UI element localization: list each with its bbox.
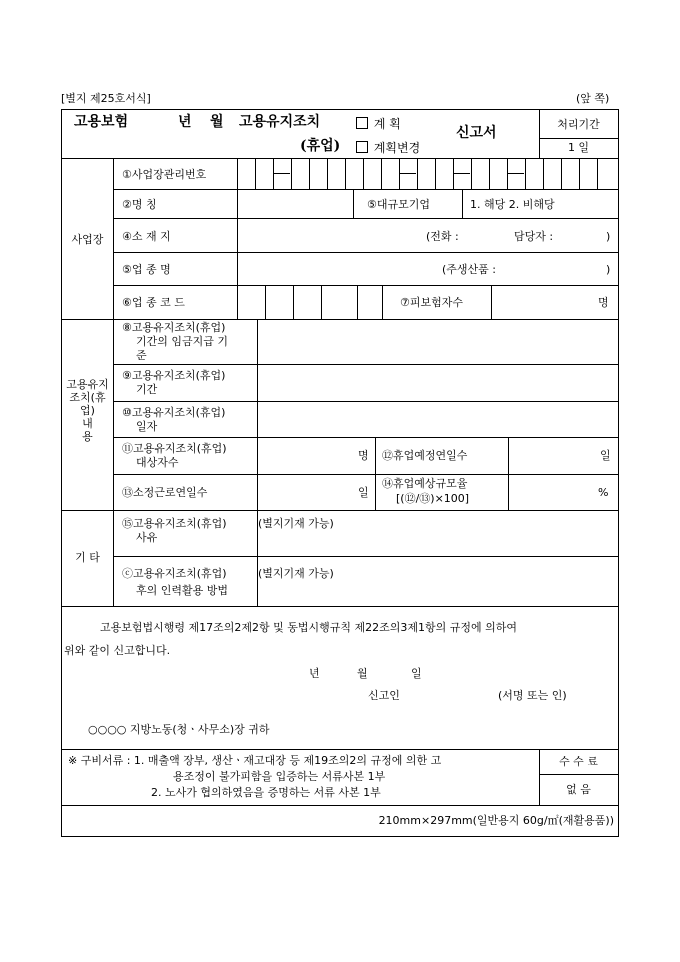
- change-checkbox[interactable]: [356, 141, 368, 153]
- r11-unit: 명: [358, 449, 369, 462]
- change-label: 계획변경: [373, 141, 421, 155]
- title-year: 년: [178, 114, 192, 130]
- content-section-l5: 용: [82, 430, 93, 443]
- insured-unit: 명: [598, 296, 609, 309]
- form-number: [별지 제25호서식]: [61, 92, 151, 105]
- declaration-text-2: 위와 같이 신고합니다.: [64, 644, 171, 657]
- r9-label-l1: ⑨고용유지조치(휴업): [122, 369, 226, 382]
- change-option[interactable]: [354, 141, 420, 155]
- r8-label-l2: 기간의 임금지급 기: [136, 335, 229, 348]
- date-year: 년: [309, 667, 320, 680]
- processing-period-label: 처리기간: [557, 118, 600, 131]
- content-section-l4: 내: [82, 417, 93, 430]
- r13-unit: 일: [358, 486, 369, 499]
- r13-label: ⑬소정근로연일수: [122, 486, 208, 499]
- r12-unit: 일: [600, 449, 611, 462]
- title-report: 신고서: [456, 125, 497, 141]
- reporter-label: 신고인: [368, 689, 400, 702]
- large-enterprise-options[interactable]: 1. 해당 2. 비해당: [470, 198, 555, 211]
- title-hyueop: (휴업): [300, 138, 341, 154]
- product-close: ): [606, 263, 611, 276]
- addressee: ○○○○ 지방노동(청ㆍ사무소)장 귀하: [88, 723, 270, 736]
- r16-note: (별지기재 가능): [258, 567, 334, 580]
- fee-value: 없 음: [566, 783, 591, 796]
- r9-label-l2: 기간: [136, 383, 158, 396]
- r14-label-l2: [(⑫/⑬)×100]: [396, 492, 470, 505]
- paper-size: 210mm×297mm(일반용지 60g/㎡(재활용품)): [378, 814, 614, 827]
- content-section-l2: 조치(휴: [69, 391, 106, 404]
- address-label: ④소 재 지: [122, 230, 171, 243]
- r11-label-l1: ⑪고용유지조치(휴업): [122, 442, 227, 455]
- report-form: [61, 109, 619, 837]
- r10-label-l2: 일자: [136, 420, 158, 433]
- r16-label-l1: ⓒ고용유지조치(휴업): [122, 567, 227, 580]
- r10-label-l1: ⑩고용유지조치(휴업): [122, 406, 226, 419]
- date-month: 월: [357, 667, 368, 680]
- content-section-l3: 업): [80, 404, 95, 417]
- date-day: 일: [411, 667, 422, 680]
- plan-checkbox[interactable]: [356, 117, 368, 129]
- insured-label: ⑦피보험자수: [400, 296, 463, 309]
- mgmt-no-label: ①사업장관리번호: [122, 168, 207, 181]
- r16-label-l2: 후의 인력활용 방법: [136, 584, 229, 597]
- industry-code-label: ⑥업 종 코 드: [122, 296, 185, 309]
- title-month: 월: [210, 114, 224, 130]
- r15-label-l1: ⑮고용유지조치(휴업): [122, 517, 227, 530]
- industry-label: ⑤업 종 명: [122, 263, 171, 276]
- r12-label: ⑫휴업예정연일수: [382, 449, 468, 462]
- r15-label-l2: 사유: [136, 531, 158, 544]
- title-insurance: 고용보험: [74, 114, 129, 130]
- content-section-l1: 고용유지: [66, 378, 109, 391]
- attachments-line-1: ※ 구비서류 : 1. 매출액 장부, 생산ㆍ재고대장 등 제19조의2의 규정에 의한 고: [68, 754, 442, 767]
- signature-label: (서명 또는 인): [498, 689, 567, 702]
- name-label: ②명 칭: [122, 198, 157, 211]
- other-section-label: 기 타: [75, 551, 100, 564]
- plan-label: 계 획: [373, 117, 401, 131]
- phone-label: (전화 :: [426, 230, 459, 243]
- r15-note: (별지기재 가능): [258, 517, 334, 530]
- fee-label: 수 수 료: [559, 755, 598, 768]
- workplace-section-label: 사업장: [71, 233, 104, 246]
- plan-option[interactable]: [354, 117, 401, 131]
- title-main: 고용유지조치: [239, 114, 321, 130]
- r14-label-l1: ⑭휴업예상규모율: [382, 477, 468, 490]
- r14-unit: %: [598, 486, 609, 499]
- page-side: (앞 쪽): [576, 92, 610, 105]
- declaration-text-1: 고용보험법시행령 제17조의2제2항 및 동법시행규칙 제22조의3제1항의 규정에 의하여: [100, 621, 517, 634]
- manager-label: 담당자 :: [514, 230, 554, 243]
- processing-period-value: 1 일: [567, 141, 590, 154]
- r8-label-l3: 준: [136, 349, 147, 362]
- r11-label-l2: 대상자수: [136, 456, 179, 469]
- attachments-line-2: 용조정이 불가피함을 입증하는 서류사본 1부: [173, 770, 386, 783]
- address-close: ): [606, 230, 611, 243]
- product-label: (주생산품 :: [442, 263, 496, 276]
- attachments-line-3: 2. 노사가 협의하였음을 증명하는 서류 사본 1부: [151, 786, 381, 799]
- r8-label-l1: ⑧고용유지조치(휴업): [122, 321, 226, 334]
- large-enterprise-label: ⑤대규모기업: [367, 198, 430, 211]
